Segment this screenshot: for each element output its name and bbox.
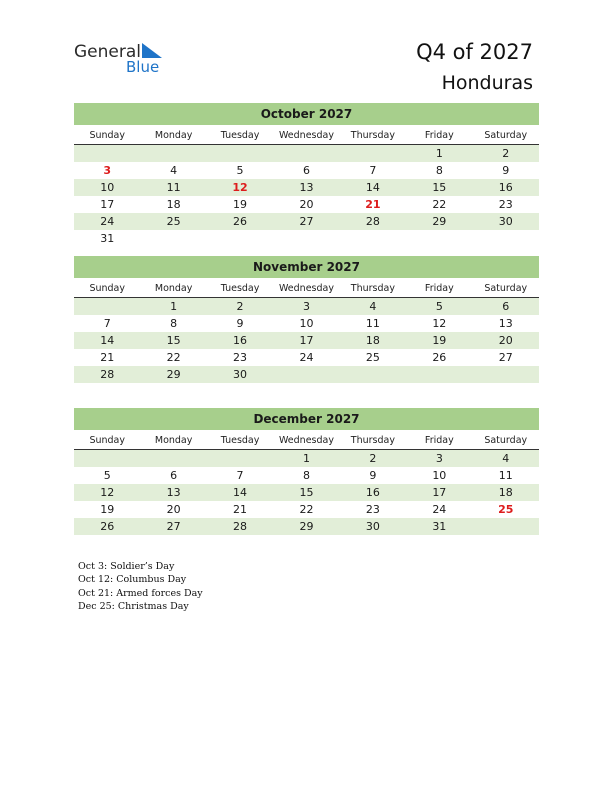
day-cell: 8 <box>170 317 178 330</box>
empty-day-cell <box>273 145 339 162</box>
day-cell: 11 <box>365 317 380 330</box>
day-cell: 5 <box>103 469 111 482</box>
day-cell: 16 <box>233 334 248 347</box>
weekday-label: Tuesday <box>220 283 260 294</box>
week-row <box>74 332 539 349</box>
empty-day-cell <box>473 366 539 383</box>
month-november <box>74 256 539 383</box>
day-cell: 26 <box>432 351 447 364</box>
day-cell: 14 <box>233 486 248 499</box>
day-cell: 18 <box>166 198 181 211</box>
day-cell: 17 <box>100 198 115 211</box>
holiday-item: Oct 21: Armed forces Day <box>78 587 203 599</box>
day-cell: 12 <box>232 181 248 194</box>
day-cell: 28 <box>233 520 248 533</box>
day-cell: 12 <box>100 486 115 499</box>
day-cell: 6 <box>502 300 510 313</box>
weekday-label: Friday <box>424 435 454 446</box>
day-cell: 12 <box>432 317 447 330</box>
empty-day-cell <box>273 230 339 247</box>
day-cell: 31 <box>100 232 115 245</box>
day-cell: 2 <box>369 452 377 465</box>
month-title: November 2027 <box>74 256 539 278</box>
day-cell: 20 <box>498 334 513 347</box>
day-cell: 1 <box>302 452 310 465</box>
quarter-title: Q4 of 2027 <box>416 40 533 64</box>
week-row <box>74 162 539 179</box>
week-row <box>74 518 539 535</box>
empty-day-cell <box>207 230 273 247</box>
day-cell: 16 <box>498 181 513 194</box>
empty-day-cell <box>207 450 273 467</box>
week-row <box>74 315 539 332</box>
general-blue-logo <box>74 42 184 78</box>
day-cell: 30 <box>498 215 513 228</box>
empty-day-cell <box>273 366 339 383</box>
day-cell: 28 <box>365 215 380 228</box>
weekday-header-row <box>74 127 539 145</box>
country-title: Honduras <box>441 72 533 94</box>
day-cell: 22 <box>299 503 314 516</box>
empty-day-cell <box>74 298 140 315</box>
day-cell: 7 <box>103 317 111 330</box>
logo-word-blue: Blue <box>126 58 160 76</box>
day-cell: 15 <box>432 181 447 194</box>
holiday-list <box>78 560 203 613</box>
day-cell: 22 <box>432 198 447 211</box>
empty-day-cell <box>340 230 406 247</box>
day-cell: 2 <box>236 300 244 313</box>
day-cell: 27 <box>166 520 181 533</box>
day-cell: 5 <box>236 164 244 177</box>
weekday-label: Sunday <box>89 283 125 294</box>
day-cell: 14 <box>100 334 115 347</box>
day-cell: 20 <box>166 503 181 516</box>
holiday-item: Dec 25: Christmas Day <box>78 600 189 612</box>
weekday-label: Saturday <box>484 435 528 446</box>
empty-day-cell <box>340 366 406 383</box>
day-cell: 17 <box>432 486 447 499</box>
weekday-label: Wednesday <box>278 130 334 141</box>
logo-word-general: General <box>74 42 141 62</box>
day-cell: 26 <box>100 520 115 533</box>
empty-day-cell <box>140 230 206 247</box>
week-row <box>74 484 539 501</box>
empty-day-cell <box>406 230 472 247</box>
day-cell: 13 <box>166 486 181 499</box>
day-cell: 15 <box>166 334 181 347</box>
day-cell: 21 <box>100 351 115 364</box>
day-cell: 4 <box>502 452 510 465</box>
day-cell: 9 <box>236 317 244 330</box>
day-cell: 13 <box>299 181 314 194</box>
day-cell: 7 <box>236 469 244 482</box>
empty-day-cell <box>473 518 539 535</box>
weekday-label: Sunday <box>89 130 125 141</box>
empty-day-cell <box>74 450 140 467</box>
day-cell: 23 <box>233 351 248 364</box>
day-cell: 6 <box>170 469 178 482</box>
day-cell: 25 <box>498 503 514 516</box>
day-cell: 16 <box>365 486 380 499</box>
weekday-label: Tuesday <box>220 130 260 141</box>
day-cell: 22 <box>166 351 181 364</box>
day-cell: 24 <box>299 351 314 364</box>
day-cell: 17 <box>299 334 314 347</box>
weekday-label: Wednesday <box>278 283 334 294</box>
empty-day-cell <box>74 145 140 162</box>
day-cell: 31 <box>432 520 447 533</box>
day-cell: 25 <box>166 215 181 228</box>
day-cell: 3 <box>302 300 310 313</box>
day-cell: 10 <box>432 469 447 482</box>
week-row <box>74 501 539 518</box>
weekday-header-row <box>74 432 539 450</box>
day-cell: 21 <box>233 503 248 516</box>
day-cell: 21 <box>365 198 381 211</box>
day-cell: 10 <box>100 181 115 194</box>
weekday-label: Monday <box>154 283 193 294</box>
weekday-label: Sunday <box>89 435 125 446</box>
day-cell: 9 <box>369 469 377 482</box>
day-cell: 19 <box>233 198 248 211</box>
logo-flag-icon <box>141 43 163 59</box>
day-cell: 18 <box>498 486 513 499</box>
day-cell: 1 <box>435 147 443 160</box>
day-cell: 3 <box>103 164 112 177</box>
week-row <box>74 230 539 247</box>
weekday-label: Wednesday <box>278 435 334 446</box>
empty-day-cell <box>340 145 406 162</box>
day-cell: 10 <box>299 317 314 330</box>
day-cell: 20 <box>299 198 314 211</box>
day-cell: 23 <box>498 198 513 211</box>
week-row <box>74 196 539 213</box>
day-cell: 29 <box>432 215 447 228</box>
day-cell: 26 <box>233 215 248 228</box>
weekday-label: Saturday <box>484 283 528 294</box>
empty-day-cell <box>473 230 539 247</box>
day-cell: 8 <box>435 164 443 177</box>
day-cell: 11 <box>166 181 181 194</box>
day-cell: 24 <box>432 503 447 516</box>
weekday-header-row <box>74 280 539 298</box>
day-cell: 19 <box>432 334 447 347</box>
day-cell: 30 <box>233 368 248 381</box>
weekday-label: Tuesday <box>220 435 260 446</box>
weekday-label: Thursday <box>350 435 395 446</box>
day-cell: 19 <box>100 503 115 516</box>
weekday-label: Friday <box>424 283 454 294</box>
month-october <box>74 103 539 247</box>
day-cell: 9 <box>502 164 510 177</box>
day-cell: 6 <box>302 164 310 177</box>
empty-day-cell <box>140 450 206 467</box>
day-cell: 30 <box>365 520 380 533</box>
day-cell: 8 <box>302 469 310 482</box>
day-cell: 1 <box>170 300 178 313</box>
day-cell: 4 <box>170 164 178 177</box>
weekday-label: Thursday <box>350 283 395 294</box>
day-cell: 3 <box>435 452 443 465</box>
empty-day-cell <box>406 366 472 383</box>
week-row <box>74 213 539 230</box>
month-title: October 2027 <box>74 103 539 125</box>
week-row <box>74 349 539 366</box>
week-row <box>74 298 539 315</box>
week-row <box>74 467 539 484</box>
day-cell: 18 <box>365 334 380 347</box>
day-cell: 27 <box>299 215 314 228</box>
day-cell: 2 <box>502 147 510 160</box>
weekday-label: Monday <box>154 435 193 446</box>
day-cell: 29 <box>299 520 314 533</box>
weekday-label: Monday <box>154 130 193 141</box>
weekday-label: Thursday <box>350 130 395 141</box>
day-cell: 27 <box>498 351 513 364</box>
day-cell: 15 <box>299 486 314 499</box>
week-row <box>74 366 539 383</box>
holiday-item: Oct 3: Soldier’s Day <box>78 561 175 572</box>
day-cell: 4 <box>369 300 377 313</box>
day-cell: 24 <box>100 215 115 228</box>
day-cell: 5 <box>435 300 443 313</box>
day-cell: 7 <box>369 164 377 177</box>
day-cell: 25 <box>365 351 380 364</box>
week-row <box>74 179 539 196</box>
day-cell: 28 <box>100 368 115 381</box>
empty-day-cell <box>207 145 273 162</box>
month-december <box>74 408 539 535</box>
day-cell: 23 <box>365 503 380 516</box>
week-row <box>74 450 539 467</box>
day-cell: 14 <box>365 181 380 194</box>
day-cell: 29 <box>166 368 181 381</box>
day-cell: 11 <box>498 469 513 482</box>
day-cell: 13 <box>498 317 513 330</box>
weekday-label: Saturday <box>484 130 528 141</box>
holiday-item: Oct 12: Columbus Day <box>78 574 187 586</box>
title-block <box>416 38 533 100</box>
month-title: December 2027 <box>74 408 539 430</box>
weekday-label: Friday <box>424 130 454 141</box>
empty-day-cell <box>140 145 206 162</box>
week-row <box>74 145 539 162</box>
